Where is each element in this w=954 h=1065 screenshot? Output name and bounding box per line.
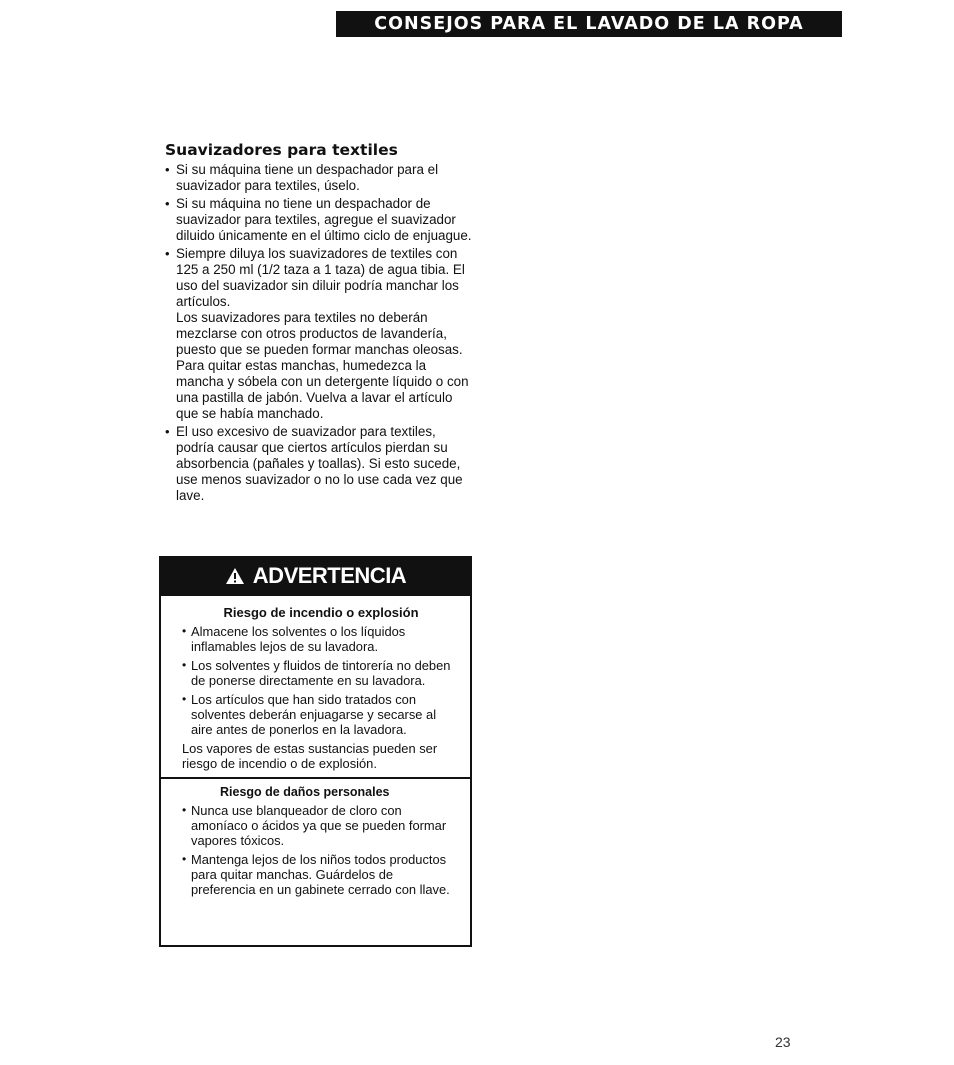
list-item: • Siempre diluya los suavizadores de textiles con 125 a 250 ml (1/2 taza a 1 taza) de agua tibia. El uso del suavizador sin diluir podría manchar los artículos. Los suavizadores para textiles no deberán mezclarse con otros productos de lavandería, puesto que se pueden formar manchas oleosas. Para quitar estas manchas, humedezca la mancha y sóbela con un detergente líquido o con una pastilla de jabón. Vuelva a lavar el artículo que se había manchado. <box>165 246 475 422</box>
list-item: • Si su máquina tiene un despachador para el suavizador para textiles, úselo. <box>165 162 475 194</box>
list-item-extra: Los suavizadores para textiles no deberán mezclarse con otros productos de lavandería, puesto que se pueden formar manchas oleosas. Para quitar estas manchas, humedezca la mancha y sóbela con un detergente líquido o con una pastilla de jabón. Vuelva a lavar el artículo que se había manchado. <box>176 310 469 421</box>
warning-triangle-icon <box>225 567 245 585</box>
injury-risk-list <box>182 803 460 897</box>
list-item: • Los artículos que han sido tratados con solventes deberán enjuagarse y secarse al aire antes de ponerlos en la lavadora. <box>182 692 460 737</box>
warning-heading: ADVERTENCIA <box>252 563 407 588</box>
list-item: • Si su máquina no tiene un despachador de suavizador para textiles, agregue el suavizador diluido únicamente en el último ciclo de enjuague. <box>165 196 475 244</box>
warning-header <box>161 556 470 596</box>
injury-risk-section <box>161 779 470 897</box>
list-item: • Nunca use blanqueador de cloro con amoníaco o ácidos ya que se pueden formar vapores tóxicos. <box>182 803 460 848</box>
section-title: Suavizadores para textiles <box>165 141 398 159</box>
fire-risk-list <box>182 624 460 737</box>
list-item: • Mantenga lejos de los niños todos productos para quitar manchas. Guárdelos de preferencia en un gabinete cerrado con llave. <box>182 852 460 897</box>
fire-risk-title: Riesgo de incendio o explosión <box>223 605 419 620</box>
injury-risk-title: Riesgo de daños personales <box>220 785 390 799</box>
fire-risk-section <box>161 596 470 771</box>
page-number: 23 <box>775 1034 791 1050</box>
list-item: • Almacene los solventes o los líquidos inflamables lejos de su lavadora. <box>182 624 460 654</box>
warning-box <box>159 556 472 947</box>
list-item: • El uso excesivo de suavizador para textiles, podría causar que ciertos artículos pierdan su absorbencia (pañales y toallas). Si esto sucede, use menos suavizador o no lo use cada vez que lave. <box>165 424 475 504</box>
softener-tips-list <box>165 162 475 504</box>
fabric-softener-section <box>165 141 475 504</box>
list-item: • Los solventes y fluidos de tintorería no deben de ponerse directamente en su lavadora. <box>182 658 460 688</box>
fire-risk-note: Los vapores de estas sustancias pueden ser riesgo de incendio o de explosión. <box>182 741 438 771</box>
page-header-title: CONSEJOS PARA EL LAVADO DE LA ROPA <box>336 11 842 37</box>
